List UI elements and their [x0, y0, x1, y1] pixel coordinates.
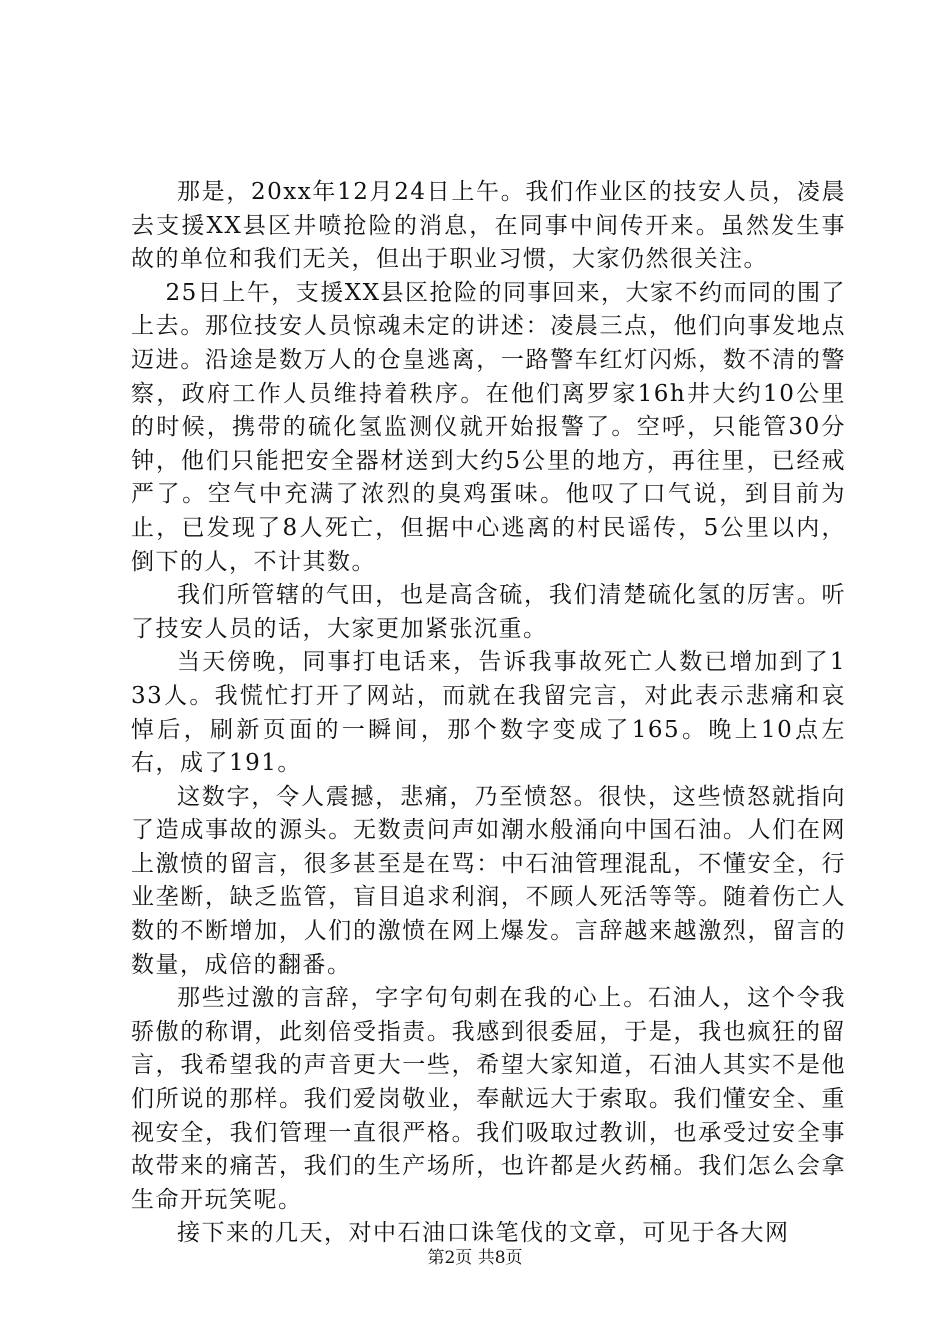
paragraph-6: 那些过激的言辞，字字句句刺在我的心上。石油人，这个令我骄傲的称谓，此刻倍受指责。我感到很委屈，于是，我也疯狂的留言，我希望我的声音更大一些，希望大家知道，石油人其实不是他们所说的那样。我们爱岗敬业，奉献远大于索取。我们懂安全、重视安全，我们管理一直很严格。我们吸取过教训，也承受过安全事故带来的痛苦，我们的生产场所，也许都是火药桶。我们怎么会拿生命开玩笑呢。 — [131, 985, 846, 1213]
paragraph-7: 接下来的几天，对中石油口诛笔伐的文章，可见于各大网 — [177, 1220, 790, 1247]
document-body — [131, 176, 846, 1251]
paragraph-5: 这数字，令人震撼，悲痛，乃至愤怒。很快，这些愤怒就指向了造成事故的源头。无数责问声如潮水般涌向中国石油。人们在网上激愤的留言，很多甚至是在骂：中石油管理混乱，不懂安全，行业垄断，缺乏监管，盲目追求利润，不顾人死活等等。随着伤亡人数的不断增加，人们的激愤在网上爆发。言辞越来越激烈，留言的数量，成倍的翻番。 — [131, 783, 846, 978]
paragraph-3: 我们所管辖的气田，也是高含硫，我们清楚硫化氢的厉害。听了技安人员的话，大家更加紧张沉重。 — [131, 582, 846, 642]
paragraph-4: 当天傍晚，同事打电话来，告诉我事故死亡人数已增加到了133人。我慌忙打开了网站，而就在我留完言，对此表示悲痛和哀悼后，刷新页面的一瞬间，那个数字变成了165。晚上10点左右，成了191。 — [131, 649, 846, 777]
paragraph-1: 那是，20xx年12月24日上午。我们作业区的技安人员，凌晨去支援XX县区井喷抢险的消息，在同事中间传开来。虽然发生事故的单位和我们无关，但出于职业习惯，大家仍然很关注。 — [131, 179, 846, 273]
paragraph-2: 25日上午，支援XX县区抢险的同事回来，大家不约而同的围了上去。那位技安人员惊魂未定的讲述：凌晨三点，他们向事发地点迈进。沿途是数万人的仓皇逃离，一路警车红灯闪烁，数不清的警察，政府工作人员维持着秩序。在他们离罗家16h井大约10公里的时候，携带的硫化氢监测仪就开始报警了。空呼，只能管30分钟，他们只能把安全器材送到大约5公里的地方，再往里，已经戒严了。空气中充满了浓烈的臭鸡蛋味。他叹了口气说，到目前为止，已发现了8人死亡，但据中心逃离的村民谣传，5公里以内，倒下的人，不计其数。 — [131, 279, 847, 575]
page-number-footer: 第2页 共8页 — [427, 1248, 523, 1268]
